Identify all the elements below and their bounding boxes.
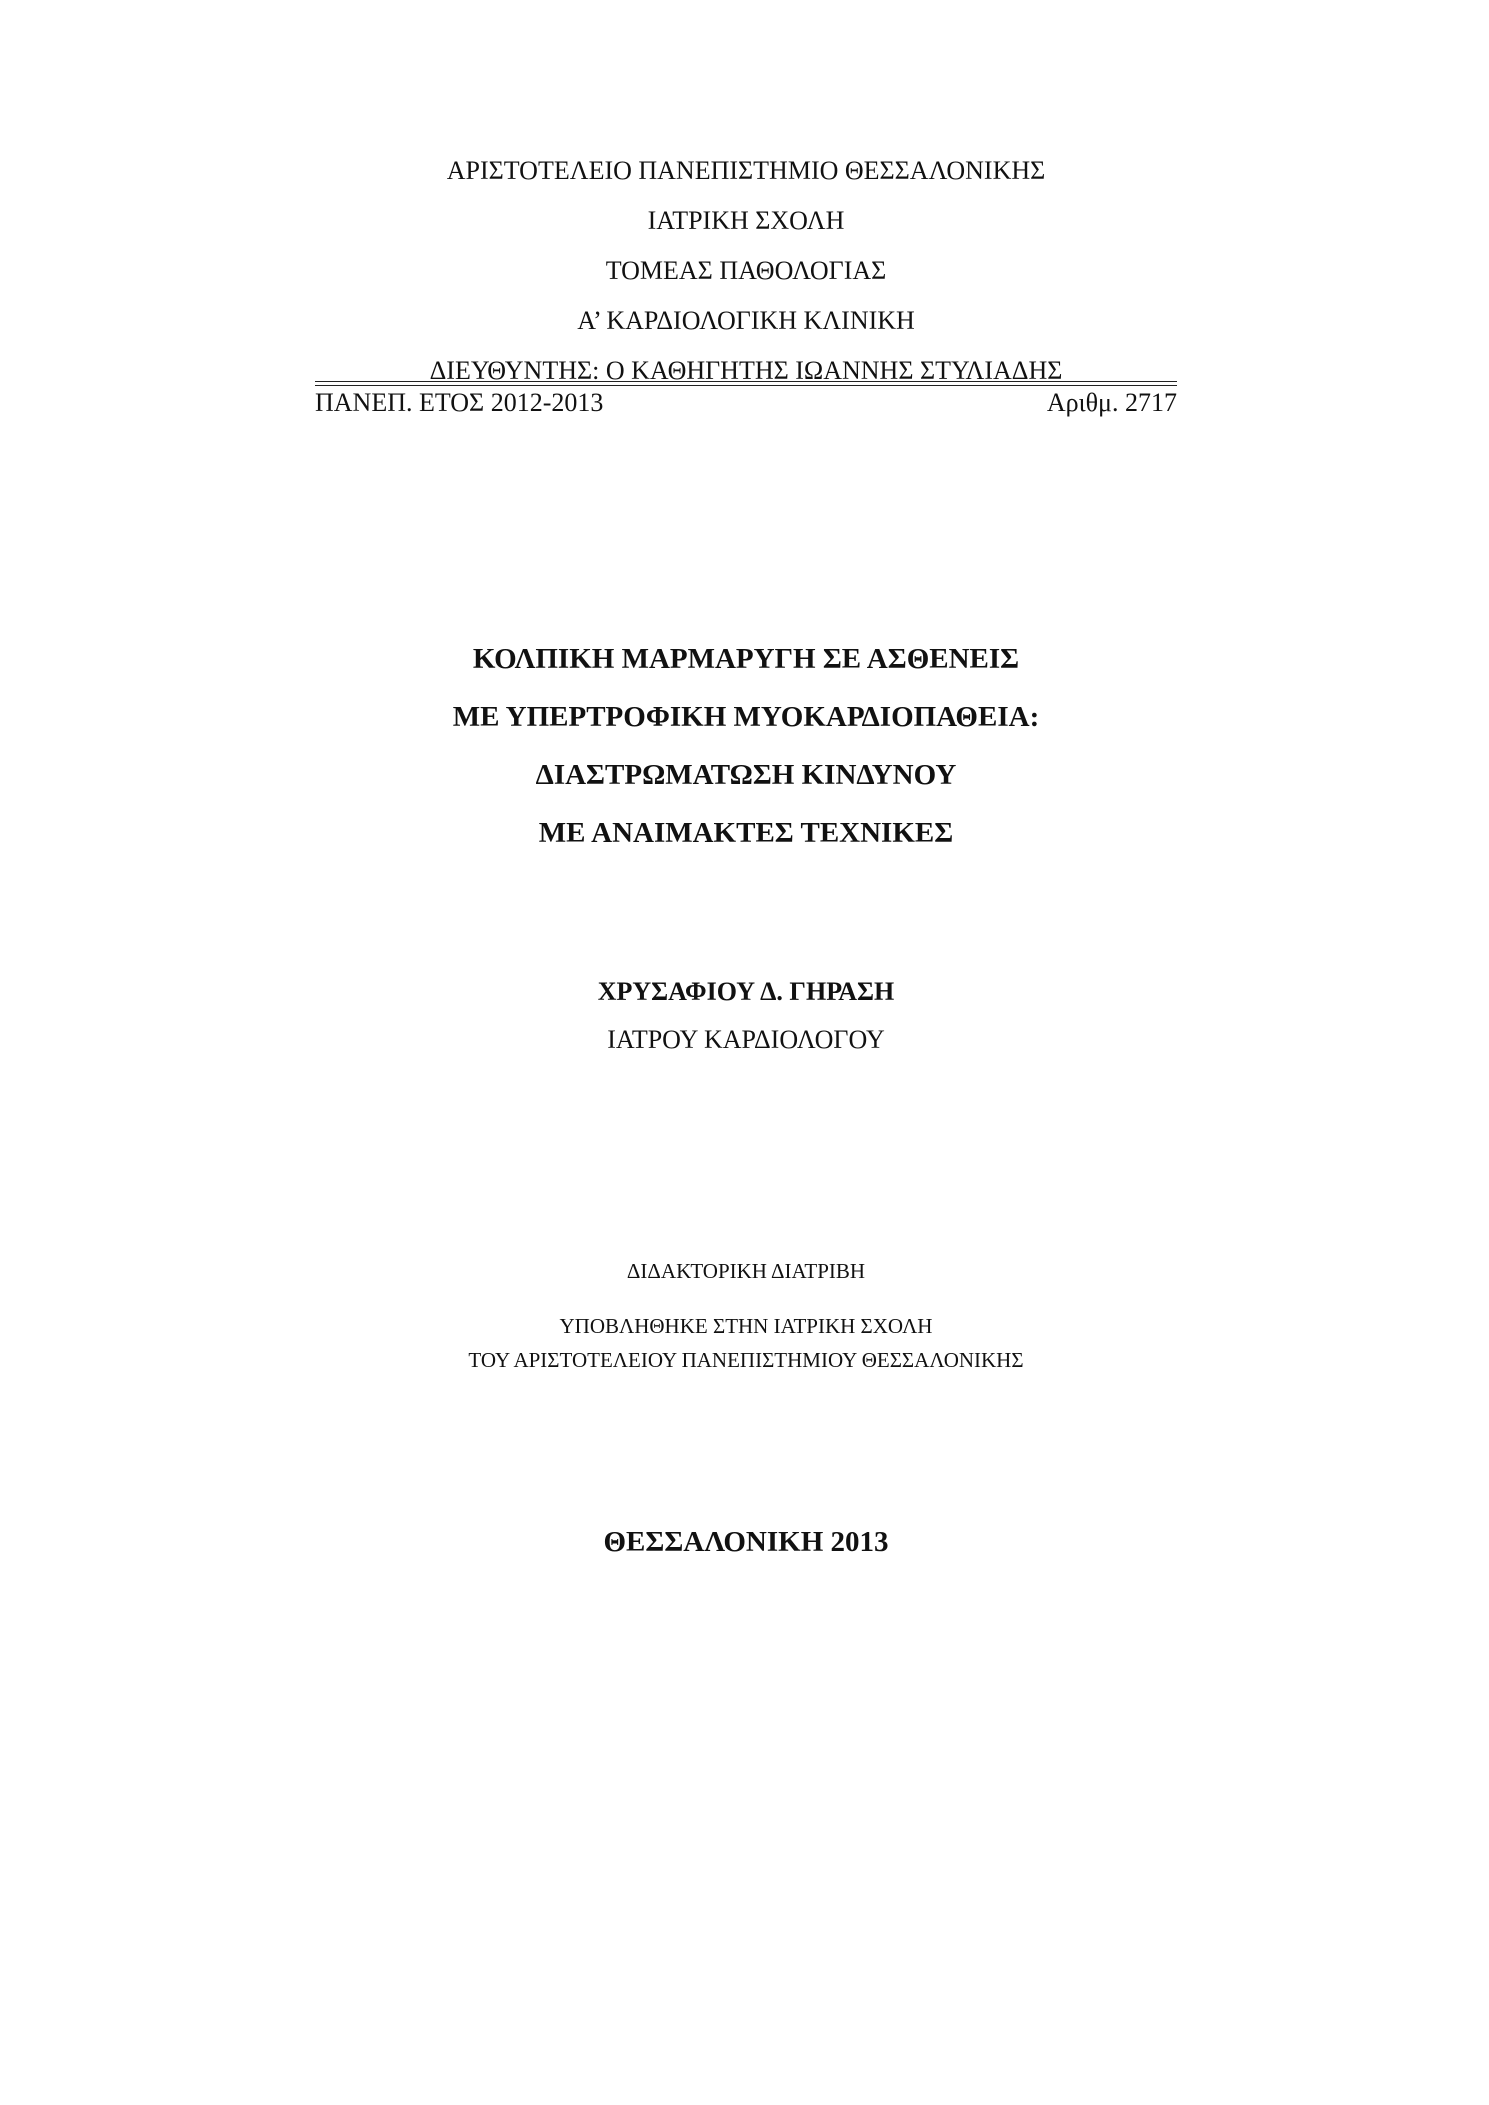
thesis-info: [300, 1253, 1192, 1377]
university-name: ΑΡΙΣΤΟΤΕΛΕΙΟ ΠΑΝΕΠΙΣΤΗΜΙΟ ΘΕΣΣΑΛΟΝΙΚΗΣ: [446, 156, 1046, 185]
title-line-3: ΔΙΑΣΤΡΩΜΑΤΩΣΗ ΚΙΝΔΥΝΟΥ: [535, 759, 957, 791]
thesis-type: ΔΙΔΑΚΤΟΡΙΚΗ ΔΙΑΤΡΙΒΗ: [626, 1259, 866, 1283]
clinic-name: Α’ ΚΑΡΔΙΟΛΟΓΙΚΗ ΚΛΙΝΙΚΗ: [577, 306, 915, 335]
academic-year: ΠΑΝΕΠ. ΕΤΟΣ 2012-2013: [315, 388, 604, 417]
submission-line-2: ΤΟΥ ΑΡΙΣΤΟΤΕΛΕΙΟΥ ΠΑΝΕΠΙΣΤΗΜΙΟΥ ΘΕΣΣΑΛΟΝΙΚΗΣ: [468, 1348, 1024, 1372]
submission-line-1: ΥΠΟΒΛΗΘΗΚΕ ΣΤΗΝ ΙΑΤΡΙΚΗ ΣΧΟΛΗ: [559, 1314, 933, 1338]
title-line-1: ΚΟΛΠΙΚΗ ΜΑΡΜΑΡΥΓΗ ΣΕ ΑΣΘΕΝΕΙΣ: [472, 643, 1020, 675]
title-line-4: ΜΕ ΑΝΑΙΜΑΚΤΕΣ ΤΕΧΝΙΚΕΣ: [538, 817, 954, 849]
title-line-2: ΜΕ ΥΠΕΡΤΡΟΦΙΚΗ ΜΥΟΚΑΡΔΙΟΠΑΘΕΙΑ:: [452, 701, 1040, 733]
director-line: ΔΙΕΥΘΥΝΤΗΣ: Ο ΚΑΘΗΓΗΤΗΣ ΙΩΑΝΝΗΣ ΣΤΥΛΙΑΔΗΣ: [429, 356, 1063, 385]
document-number: Αριθμ. 2717: [1046, 388, 1177, 417]
author-block: [300, 968, 1192, 1064]
place-year: ΘΕΣΣΑΛΟΝΙΚΗ 2013: [603, 1526, 889, 1558]
department-name: ΤΟΜΕΑΣ ΠΑΘΟΛΟΓΙΑΣ: [605, 256, 887, 285]
author-role: ΙΑΤΡΟΥ ΚΑΡΔΙΟΛΟΓΟΥ: [607, 1025, 885, 1054]
institution-header: [315, 146, 1177, 396]
thesis-title: [300, 630, 1192, 862]
year-number-row: [315, 386, 1177, 420]
school-name: ΙΑΤΡΙΚΗ ΣΧΟΛΗ: [647, 206, 845, 235]
author-name: ΧΡΥΣΑΦΙΟΥ Δ. ΓΗΡΑΣΗ: [597, 977, 895, 1006]
